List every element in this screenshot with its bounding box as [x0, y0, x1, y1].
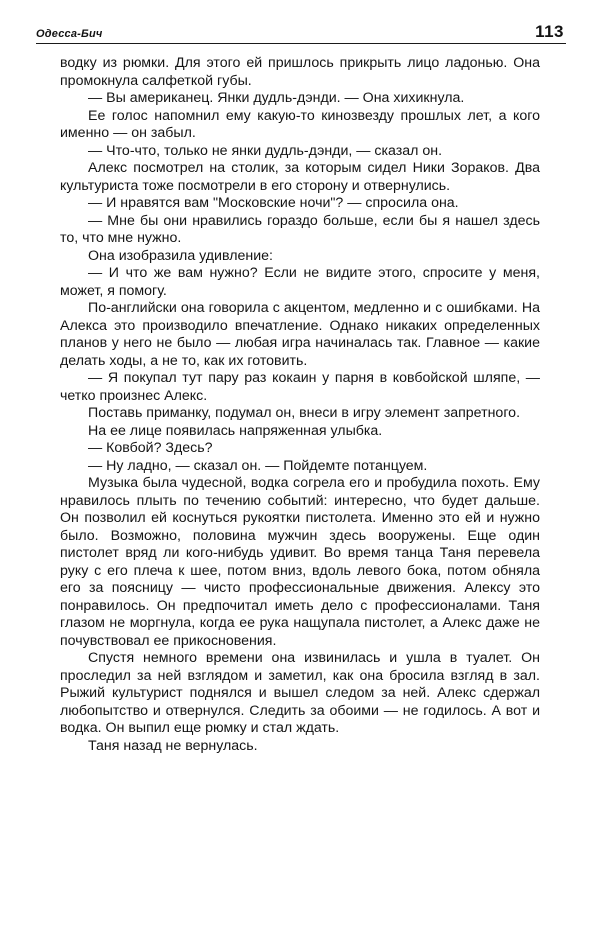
paragraph: — Вы американец. Янки дудль-дэнди. — Она хихикнула.	[88, 90, 465, 106]
paragraph: Поставь приманку, подумал он, внеси в игру элемент запретного.	[88, 405, 521, 421]
paragraph: — Ковбой? Здесь?	[88, 440, 213, 456]
running-title: Одесса-Бич	[36, 28, 103, 40]
paragraph: — Я покупал тут пару раз кокаин у парня в ковбойской шляпе, — четко произнес Алекс.	[60, 370, 540, 404]
paragraph: Ее голос напомнил ему какую-то кинозвезду прошлых лет, а кого именно — он забыл.	[60, 107, 540, 141]
paragraph: Таня назад не вернулась.	[88, 737, 258, 754]
header-rule	[36, 43, 566, 44]
paragraph: Алекс посмотрел на столик, за которым сидел Ники Зораков. Два культуриста тоже посмотрели в его сторону и отвернулись.	[60, 160, 540, 194]
page-number: 113	[535, 22, 564, 41]
page-header	[36, 22, 566, 48]
paragraph: — И что же вам нужно? Если не видите этого, спросите у меня, может, я помогу.	[60, 265, 540, 299]
paragraph: Музыка была чудесной, водка согрела его и пробудила похоть. Ему нравилось плыть по течению событий: интересно, что будет дальше. Он позволил ей коснуться рукоятки пистолета. Именно это ей и нужно было. Возможно, половина мужчин здесь вооружены. Еще один пистолет вряд ли кого-нибудь удивит. Во время танца Таня перевела руку с его плеча к шее, потом вниз, вдоль левого бока, потом обняла его за поясницу — чисто профессиональные движения. Алексу это понравилось. Он предпочитал иметь дело с профессионалами. Таня глазом не моргнула, когда ее рука нащупала пистолет, а Алекс даже не почувствовал ее прикосновения.	[60, 475, 540, 649]
paragraph: — И нравятся вам "Московские ночи"? — спросила она.	[88, 195, 459, 211]
paragraph: Она изобразила удивление:	[88, 247, 273, 264]
paragraph: На ее лице появилась напряженная улыбка.	[88, 422, 383, 439]
body-text	[60, 55, 540, 755]
paragraph: — Мне бы они нравились гораздо больше, если бы я нашел здесь то, что мне нужно.	[60, 212, 540, 246]
paragraph: водку из рюмки. Для этого ей пришлось прикрыть лицо ладонью. Она промокнула салфеткой губы.	[60, 55, 540, 89]
paragraph: — Что-что, только не янки дудль-дэнди, — сказал он.	[88, 142, 443, 159]
paragraph: Спустя немного времени она извинилась и ушла в туалет. Он проследил за ней взглядом и заметил, как она бросила взгляд в зал. Рыжий культурист поднялся и вышел следом за ней. Алекс сдержал любопытство и отвернулся. Следить за обоими — не годилось. А вот и водка. Он выпил еще рюмку и стал ждать.	[60, 650, 540, 736]
paragraph: — Ну ладно, — сказал он. — Пойдемте потанцуем.	[88, 457, 428, 474]
paragraph: По-английски она говорила с акцентом, медленно и с ошибками. На Алекса это производило впечатление. Однако никаких определенных планов у него не было — любая игра начиналась так. Главное — какие делать ходы, а не то, как их готовить.	[60, 300, 540, 369]
